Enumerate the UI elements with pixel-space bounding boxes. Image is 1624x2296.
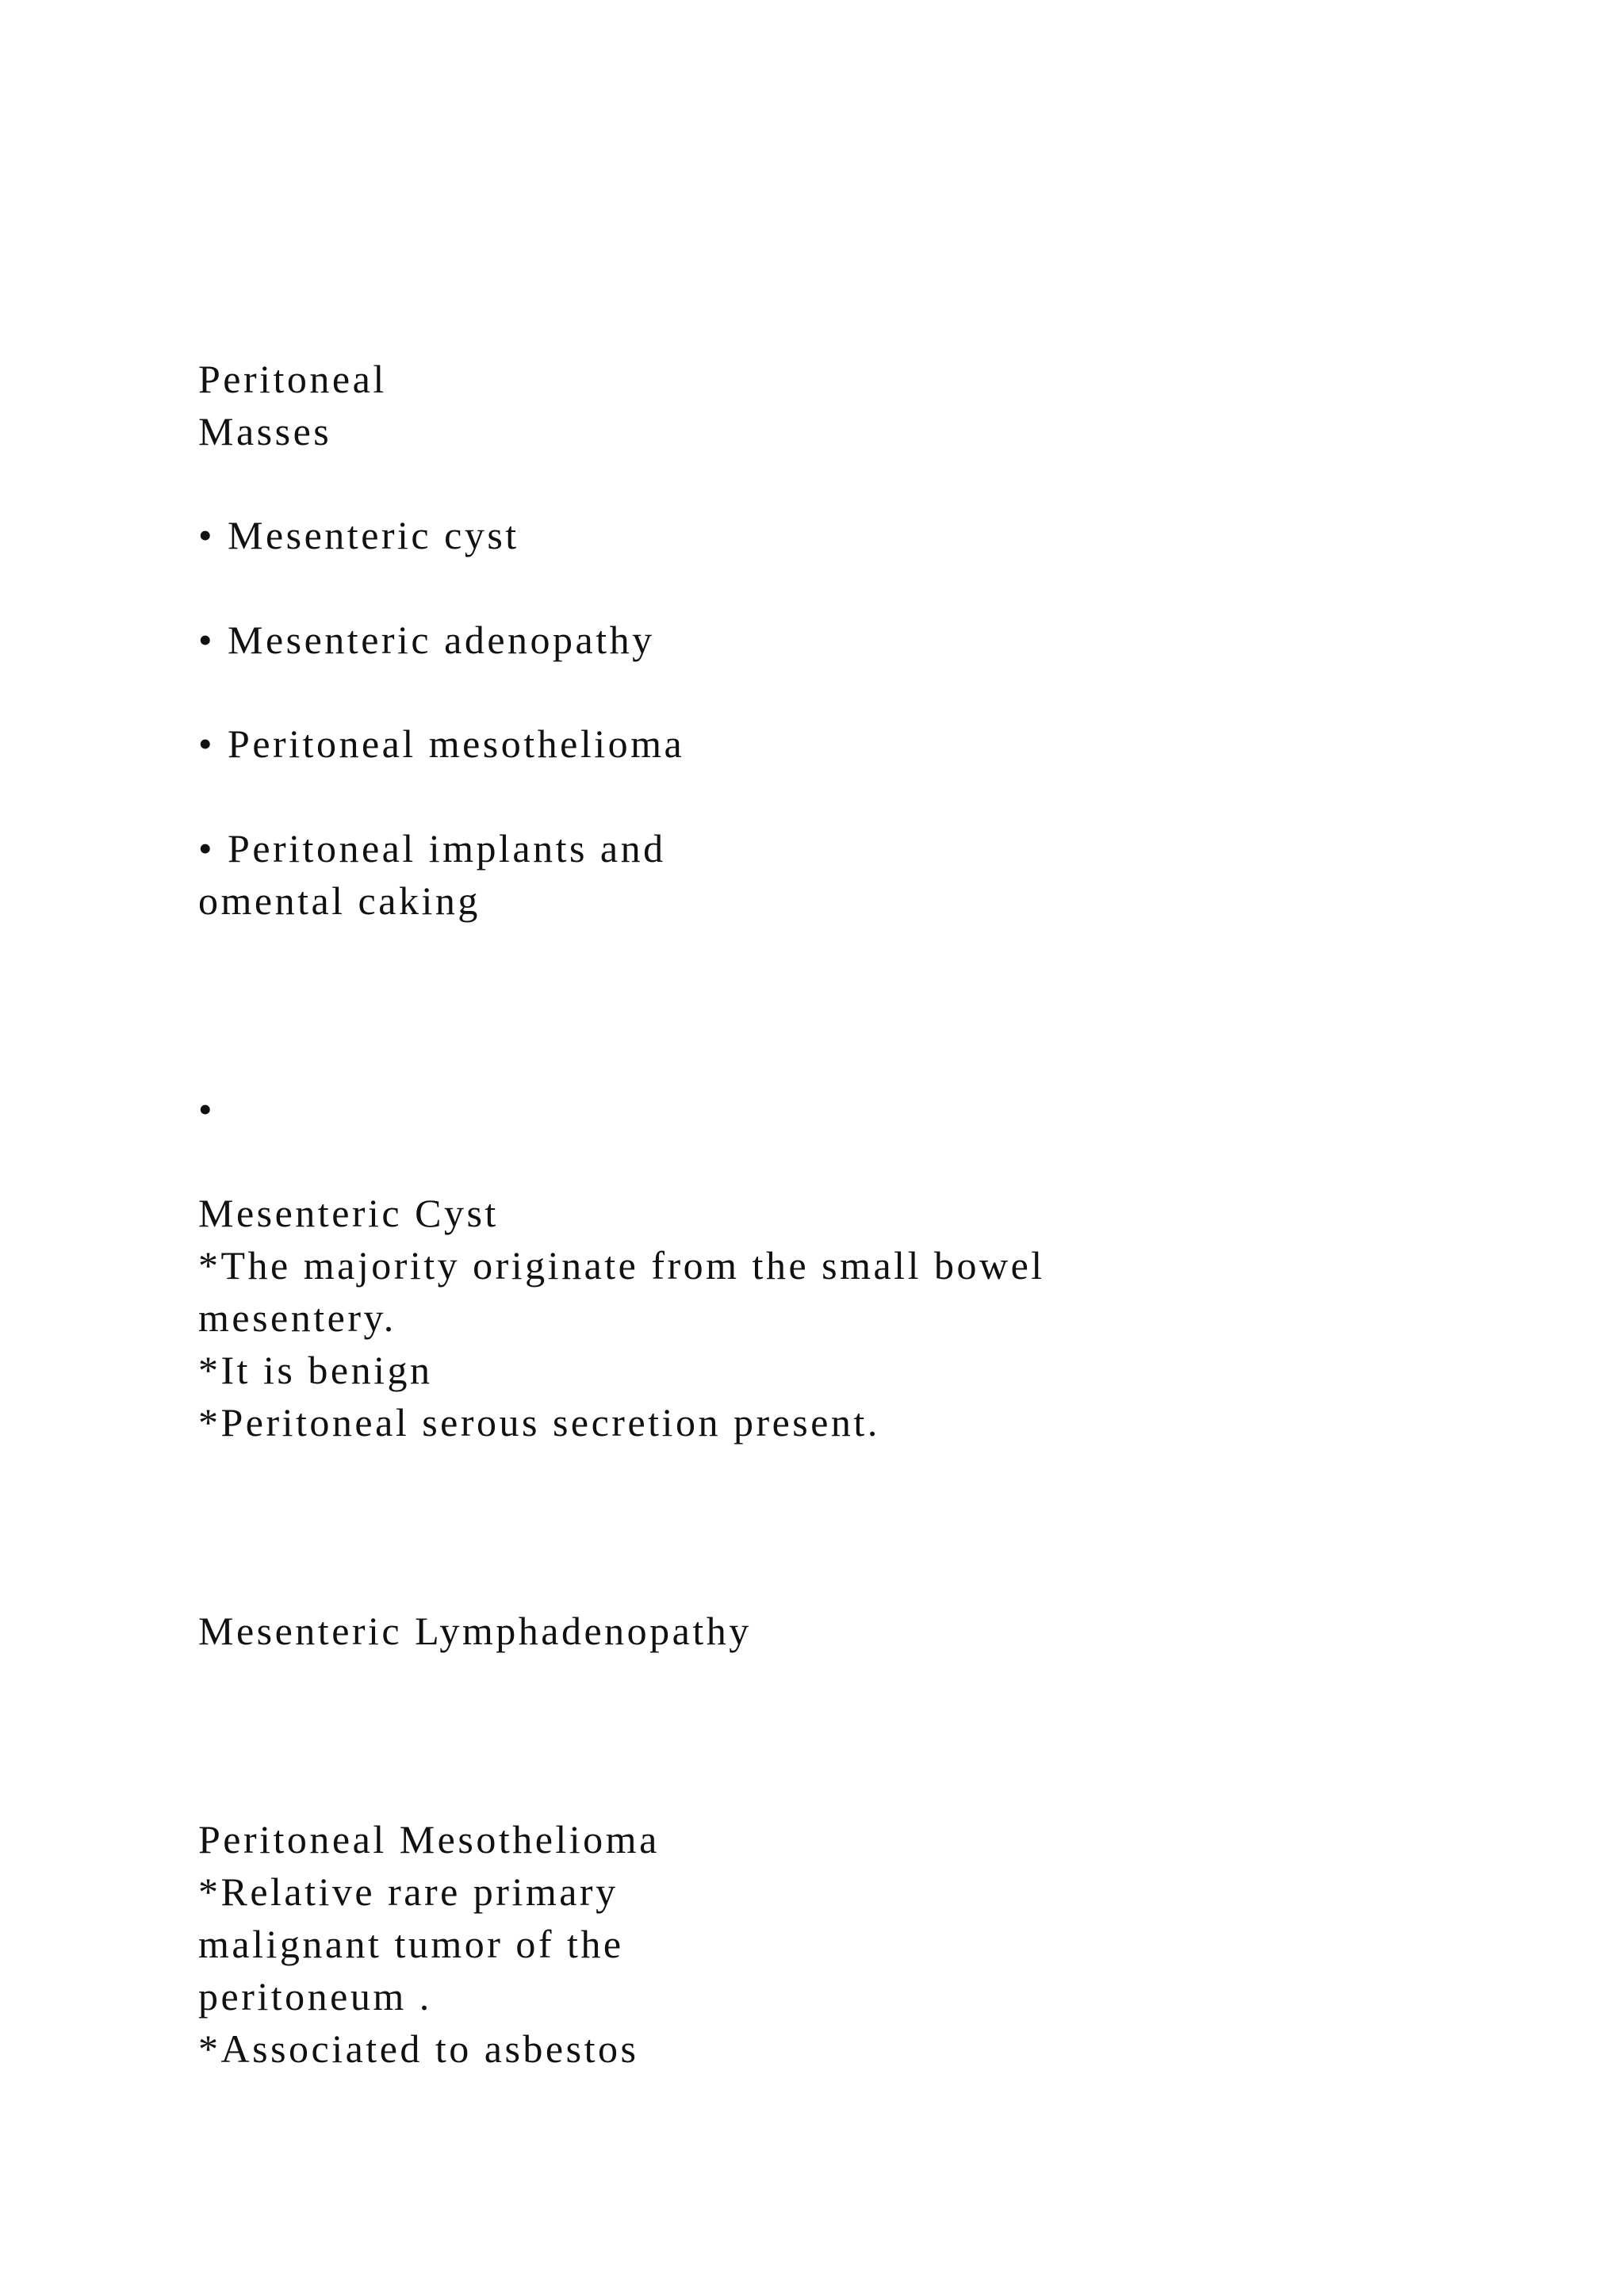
cyst-heading: Mesenteric Cyst	[198, 1191, 499, 1235]
cyst-line-4: *Peritoneal serous secretion present.	[198, 1400, 880, 1445]
overview-bullet-mesenteric-adenopathy: • Mesenteric adenopathy	[198, 618, 655, 662]
meso-heading: Peritoneal Mesothelioma	[198, 1817, 660, 1862]
overview-bullet-continuation: omental caking	[198, 878, 481, 923]
empty-bullet: •	[198, 1087, 216, 1131]
meso-line-4: *Associated to asbestos	[198, 2026, 639, 2071]
lymph-heading: Mesenteric Lymphadenopathy	[198, 1609, 752, 1653]
meso-line-2: malignant tumor of the	[198, 1922, 624, 1966]
overview-bullet-peritoneal-mesothelioma: • Peritoneal mesothelioma	[198, 721, 685, 766]
meso-line-1: *Relative rare primary	[198, 1869, 619, 1914]
overview-bullet-peritoneal-implants: • Peritoneal implants and	[198, 826, 666, 871]
overview-bullet-mesenteric-cyst: • Mesenteric cyst	[198, 513, 519, 557]
overview-title-line-1: Peritoneal	[198, 357, 387, 401]
overview-title-line-2: Masses	[198, 409, 332, 453]
meso-line-3: peritoneum .	[198, 1974, 432, 2019]
cyst-line-1: *The majority originate from the small bowel	[198, 1243, 1045, 1288]
cyst-line-2: mesentery.	[198, 1295, 396, 1340]
cyst-line-3: *It is benign	[198, 1348, 433, 1392]
